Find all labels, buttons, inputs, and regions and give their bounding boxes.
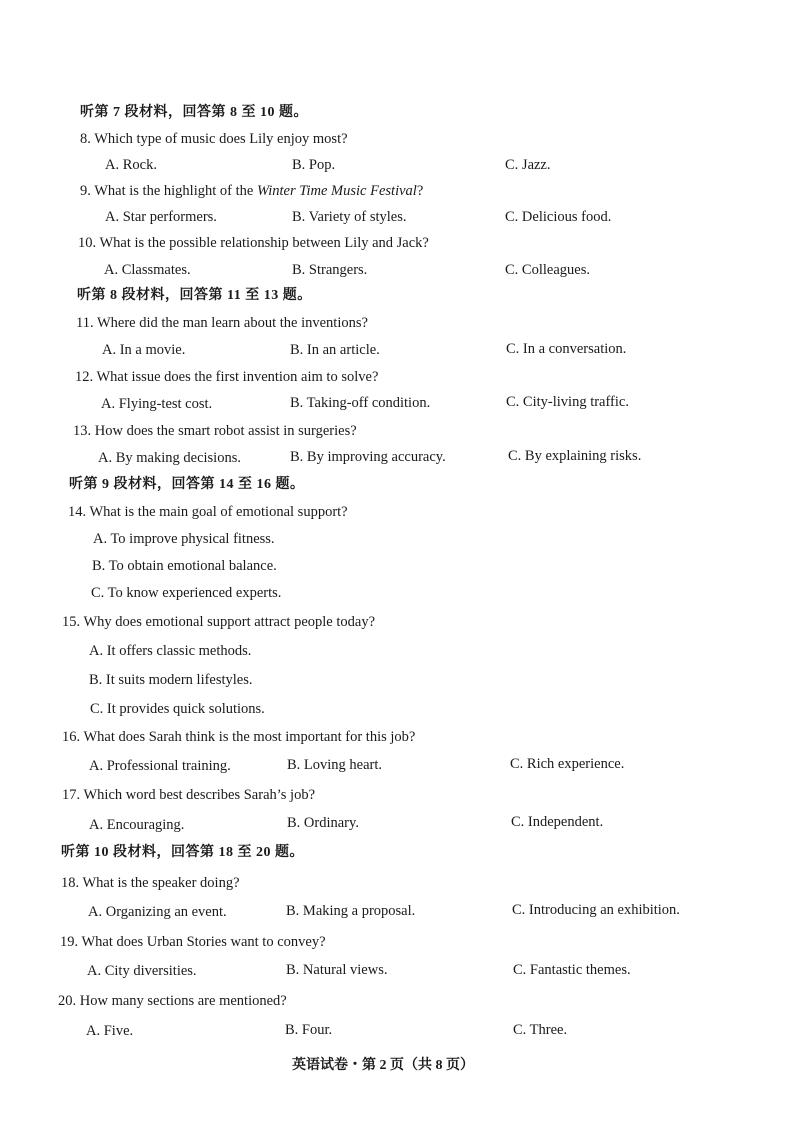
q17-option-a: A. Encouraging. [89, 817, 185, 833]
q20-option-b: B. Four. [285, 1022, 333, 1038]
q9-stem-post: ? [416, 183, 424, 199]
question-13-stem: 13. How does the smart robot assist in surgeries? [73, 423, 357, 439]
q14-option-b: B. To obtain emotional balance. [92, 558, 277, 574]
q16-option-a: A. Professional training. [89, 758, 231, 774]
q17-option-c: C. Independent. [511, 814, 604, 830]
festival-name: Winter Time Music Festival [256, 183, 417, 199]
section-header-7: 听第 7 段材料，回答第 8 至 10 题。 [80, 105, 308, 120]
q18-option-c: C. Introducing an exhibition. [512, 902, 680, 918]
q10-option-c: C. Colleagues. [505, 262, 590, 278]
q10-option-a: A. Classmates. [104, 262, 191, 278]
q13-option-c: C. By explaining risks. [508, 448, 642, 464]
q8-option-b: B. Pop. [292, 157, 336, 173]
q16-option-c: C. Rich experience. [510, 756, 625, 772]
q15-option-a: A. It offers classic methods. [89, 643, 252, 659]
q19-option-b: B. Natural views. [286, 962, 388, 978]
q19-option-c: C. Fantastic themes. [513, 962, 631, 978]
q13-option-b: B. By improving accuracy. [290, 449, 446, 465]
question-9-stem [80, 183, 423, 200]
section-header-10: 听第 10 段材料，回答第 18 至 20 题。 [61, 845, 304, 860]
page-footer: 英语试卷・第 2 页（共 8 页） [292, 1058, 474, 1073]
question-20-stem: 20. How many sections are mentioned? [58, 993, 287, 1009]
q11-option-b: B. In an article. [290, 342, 380, 358]
question-17-stem: 17. Which word best describes Sarah’s job? [62, 787, 316, 803]
q11-option-a: A. In a movie. [102, 342, 186, 358]
q14-option-c: C. To know experienced experts. [91, 585, 282, 601]
question-11-stem: 11. Where did the man learn about the inventions? [76, 315, 368, 331]
question-14-stem: 14. What is the main goal of emotional support? [68, 504, 348, 520]
section-header-9: 听第 9 段材料，回答第 14 至 16 题。 [69, 477, 305, 492]
q12-option-b: B. Taking-off condition. [290, 395, 431, 411]
q9-option-c: C. Delicious food. [505, 209, 612, 225]
question-12-stem: 12. What issue does the first invention aim to solve? [75, 369, 379, 385]
q9-option-b: B. Variety of styles. [292, 209, 407, 225]
q9-stem-pre: 9. What is the highlight of the [80, 183, 257, 199]
section-header-8: 听第 8 段材料，回答第 11 至 13 题。 [77, 288, 312, 303]
question-10-stem: 10. What is the possible relationship between Lily and Jack? [78, 235, 429, 251]
q10-option-b: B. Strangers. [292, 262, 368, 278]
q16-option-b: B. Loving heart. [287, 757, 383, 773]
question-16-stem: 16. What does Sarah think is the most important for this job? [62, 729, 416, 745]
q9-option-a: A. Star performers. [105, 209, 217, 225]
question-18-stem: 18. What is the speaker doing? [61, 875, 240, 891]
q8-option-c: C. Jazz. [505, 157, 551, 173]
q15-option-c: C. It provides quick solutions. [90, 701, 265, 717]
question-8-stem: 8. Which type of music does Lily enjoy most? [80, 131, 348, 147]
q12-option-a: A. Flying-test cost. [101, 396, 213, 412]
q12-option-c: C. City-living traffic. [506, 394, 629, 410]
q14-option-a: A. To improve physical fitness. [93, 531, 275, 547]
q20-option-a: A. Five. [86, 1023, 134, 1039]
q13-option-a: A. By making decisions. [98, 450, 241, 466]
q11-option-c: C. In a conversation. [506, 341, 627, 357]
question-15-stem: 15. Why does emotional support attract people today? [62, 614, 376, 630]
q18-option-a: A. Organizing an event. [88, 904, 227, 920]
question-19-stem: 19. What does Urban Stories want to convey? [60, 934, 326, 950]
q17-option-b: B. Ordinary. [287, 815, 359, 831]
q18-option-b: B. Making a proposal. [286, 903, 416, 919]
q20-option-c: C. Three. [513, 1022, 568, 1038]
q15-option-b: B. It suits modern lifestyles. [89, 672, 253, 688]
q19-option-a: A. City diversities. [87, 963, 197, 979]
q8-option-a: A. Rock. [105, 157, 157, 173]
